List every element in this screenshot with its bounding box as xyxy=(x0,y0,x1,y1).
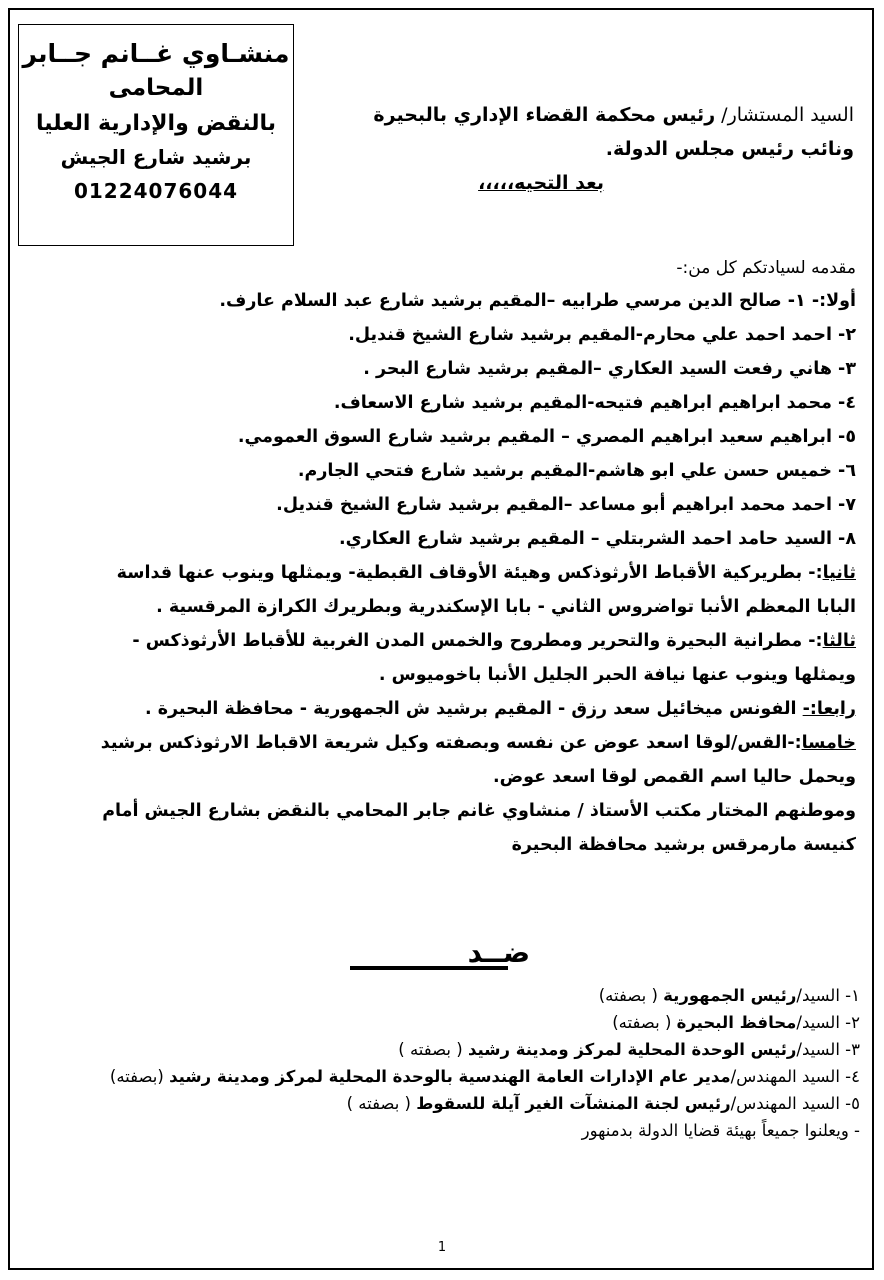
defendant-name: محافظ البحيرة xyxy=(676,1013,797,1032)
defendant-title: السيد/ xyxy=(796,986,840,1005)
third-party-line-2: ويمثلها وينوب عنها نيافة الحبر الجليل الأنبا باخوميوس . xyxy=(378,665,856,685)
second-text-1: :- بطريركية الأقباط الأرثوذكس وهيئة الأوقاف القبطية- ويمثلها وينوب عنها قداسة xyxy=(116,563,823,583)
defendant-item xyxy=(20,1063,860,1090)
defendant-number: ١- xyxy=(839,986,860,1005)
domicile-line-1: وموطنهم المختار مكتب الأستاذ / منشاوي غانم جابر المحامي بالنقض بشارع الجيش أمام xyxy=(102,801,856,821)
third-party xyxy=(24,624,856,692)
fourth-party xyxy=(24,692,856,726)
plaintiff-item: ٥- ابراهيم سعيد ابراهيم المصري – المقيم برشيد شارع السوق العمومي. xyxy=(237,427,856,447)
defendant-item xyxy=(20,1090,860,1117)
intro-line: مقدمه لسيادتكم كل من:- xyxy=(676,258,856,278)
defendant-number: ٣- xyxy=(839,1040,860,1059)
addressee-deputy: ونائب رئيس مجلس الدولة. xyxy=(605,138,854,160)
defendant-capacity: ( بصفته) xyxy=(612,1013,677,1032)
defendant-number: ٥- xyxy=(839,1094,860,1113)
defendant-title: السيد/ xyxy=(796,1013,840,1032)
domicile xyxy=(24,794,856,862)
page-number: 1 xyxy=(437,1240,447,1255)
plaintiff-item: ٤- محمد ابراهيم ابراهيم فتيحه-المقيم برشيد شارع الاسعاف. xyxy=(333,393,856,413)
defendant-title: السيد/ xyxy=(796,1040,840,1059)
fourth-party-line xyxy=(24,692,856,726)
plaintiff-item: ٢- احمد احمد علي محارم-المقيم برشيد شارع الشيخ قنديل. xyxy=(348,325,856,345)
plaintiff-item: أولا:- ١- صالح الدين مرسي طرابيه –المقيم برشيد شارع عبد السلام عارف. xyxy=(219,291,856,311)
versus-heading xyxy=(350,936,530,976)
lawyer-title: المحامى xyxy=(108,75,204,101)
fifth-text-1: :-القس/لوقا اسعد عوض عن نفسه وبصفته وكيل شريعة الاقباط الارثوذكس برشيد xyxy=(100,733,802,753)
defendant-capacity: (بصفته) xyxy=(109,1067,170,1086)
versus-text: ضــد xyxy=(467,936,530,969)
defendant-number: ٤- xyxy=(839,1067,860,1086)
defendant-name: رئيس الوحدة المحلية لمركز ومدينة رشيد xyxy=(467,1040,797,1059)
plaintiff-item: ٣- هاني رفعت السيد العكاري –المقيم برشيد شارع البحر . xyxy=(363,359,856,379)
third-party-line-1 xyxy=(24,624,856,658)
plaintiff-item: ٨- السيد حامد احمد الشربتلي – المقيم برشيد شارع العكاري. xyxy=(338,529,856,549)
fifth-party-line-2: ويحمل حاليا اسم القمص لوقا اسعد عوض. xyxy=(492,767,856,787)
second-party xyxy=(24,556,856,624)
fifth-party xyxy=(24,726,856,794)
lawyer-court: بالنقض والإدارية العليا xyxy=(35,110,277,136)
defendant-name: رئيس لجنة المنشآت الغير آيلة للسقوط xyxy=(416,1094,731,1113)
defendant-number: ٢- xyxy=(839,1013,860,1032)
second-party-line-2: البابا المعظم الأنبا تواضروس الثاني - بابا الإسكندرية وبطريرك الكرازة المرقسية . xyxy=(156,597,856,617)
defendant-title: السيد المهندس/ xyxy=(730,1067,840,1086)
defendant-name: رئيس الجمهورية xyxy=(663,986,797,1005)
addressee-block xyxy=(314,98,854,200)
defendant-item xyxy=(20,1009,860,1036)
greeting: بعد التحيه،،،،، xyxy=(478,172,604,194)
defendant-capacity: ( بصفته ) xyxy=(346,1094,417,1113)
closing-line: - ويعلنوا جميعاً بهيئة قضايا الدولة بدمنهور xyxy=(581,1121,860,1140)
domicile-line-2: كنيسة مارمرقس برشيد محافظة البحيرة xyxy=(511,835,856,855)
defendant-name: مدير عام الإدارات العامة الهندسية بالوحدة المحلية لمركز ومدينة رشيد xyxy=(169,1067,731,1086)
petition-body xyxy=(24,252,856,862)
defendant-item xyxy=(20,982,860,1009)
defendant-capacity: ( بصفته ) xyxy=(398,1040,468,1059)
plaintiffs-list xyxy=(24,284,856,556)
fourth-text: الفونس ميخائيل سعد رزق - المقيم برشيد ش الجمهورية - محافظة البحيرة . xyxy=(144,699,803,719)
versus-underline xyxy=(350,966,508,970)
addressee-line-2 xyxy=(314,132,854,166)
fifth-label: خامسا xyxy=(801,733,856,753)
fifth-party-line-1 xyxy=(24,726,856,760)
greeting-line xyxy=(314,166,854,200)
plaintiff-item: ٦- خميس حسن علي ابو هاشم-المقيم برشيد شارع فتحي الجارم. xyxy=(297,461,856,481)
defendant-capacity: ( بصفته) xyxy=(598,986,664,1005)
lawyer-letterhead xyxy=(18,24,294,246)
fourth-label: رابعا:- xyxy=(802,699,856,719)
lawyer-phone: 01224076044 xyxy=(73,178,239,203)
addressee-prefix: السيد المستشار/ xyxy=(715,104,854,126)
second-label: ثانيا xyxy=(822,563,856,583)
addressee-court: رئيس محكمة القضاء الإداري بالبحيرة xyxy=(373,104,716,126)
lawyer-address: برشيد شارع الجيش xyxy=(60,144,252,169)
second-party-line-1 xyxy=(24,556,856,590)
defendant-item xyxy=(20,1036,860,1063)
defendants-list xyxy=(20,982,860,1144)
lawyer-name: منشـاوي غــانم جــابر xyxy=(22,39,290,68)
third-label: ثالثا xyxy=(822,631,856,651)
defendant-title: السيد المهندس/ xyxy=(730,1094,840,1113)
plaintiff-item: ٧- احمد محمد ابراهيم أبو مساعد –المقيم برشيد شارع الشيخ قنديل. xyxy=(276,495,856,515)
third-text-1: :- مطرانية البحيرة والتحرير ومطروح والخمس المدن الغربية للأقباط الأرثوذكس - xyxy=(132,631,823,651)
addressee-line-1 xyxy=(314,98,854,132)
